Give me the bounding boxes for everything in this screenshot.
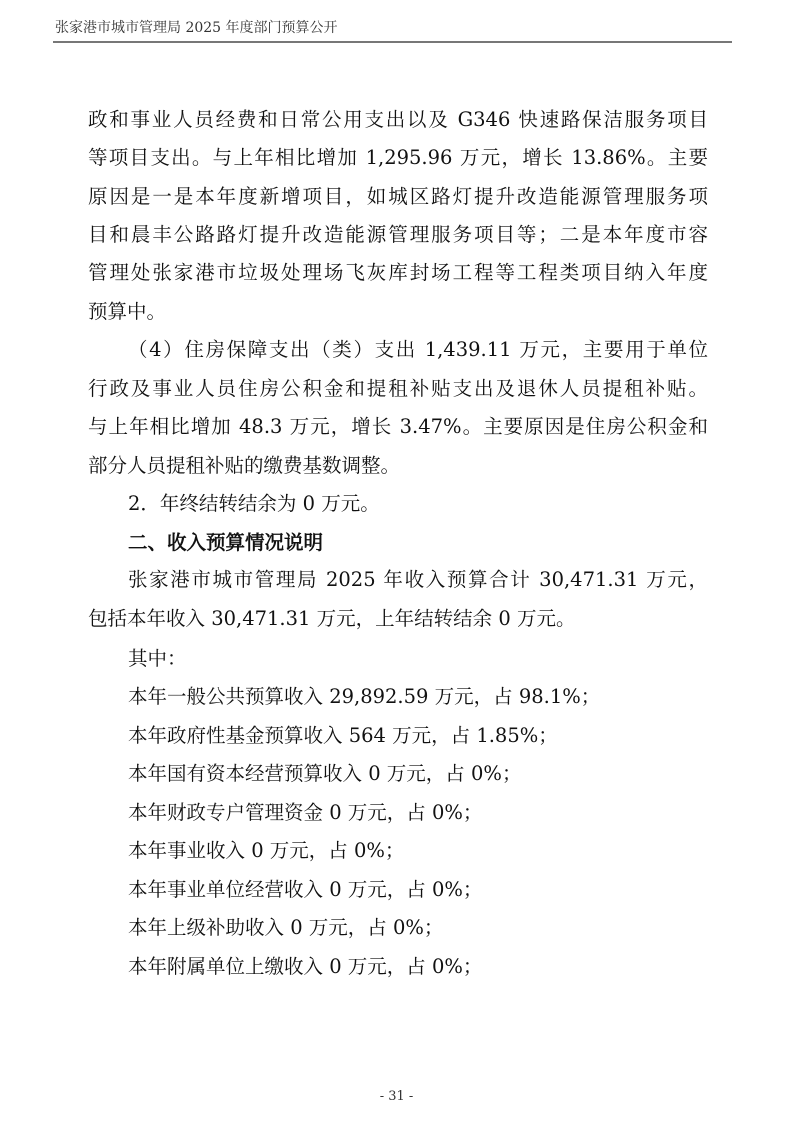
body-line: 2．年终结转结余为 0 万元。 [128, 492, 380, 515]
body-line: 预算中。 [88, 300, 167, 323]
body-line: 本年事业单位经营收入 0 万元，占 0%； [128, 878, 483, 901]
body-line: 本年附属单位上缴收入 0 万元，占 0%； [128, 955, 483, 978]
body-line: 其中： [128, 647, 187, 670]
section-heading: 二、收入预算情况说明 [128, 531, 324, 554]
body-line: 本年事业收入 0 万元，占 0%； [128, 839, 405, 862]
body-line: （4）住房保障支出（类）支出 1,439.11 万元，主要用于单位 [128, 338, 708, 361]
body-line: 政和事业人员经费和日常公用支出以及 G346 快速路保洁服务项目 [88, 108, 708, 131]
body-line: 管理处张家港市垃圾处理场飞灰库封场工程等工程类项目纳入年度 [88, 261, 708, 284]
body-line: 本年政府性基金预算收入 564 万元，占 1.85%； [128, 724, 558, 747]
body-line: 等项目支出。与上年相比增加 1,295.96 万元，增长 13.86%。主要 [88, 146, 708, 169]
body-line: 行政及事业人员住房公积金和提租补贴支出及退休人员提租补贴。 [88, 377, 708, 400]
header-rule [53, 41, 732, 43]
body-line: 与上年相比增加 48.3 万元，增长 3.47%。主要原因是住房公积金和 [88, 415, 708, 438]
body-line: 本年上级补助收入 0 万元，占 0%； [128, 916, 444, 939]
body-line: 部分人员提租补贴的缴费基数调整。 [88, 454, 401, 477]
body-line: 目和晨丰公路路灯提升改造能源管理服务项目等；二是本年度市容 [88, 223, 708, 246]
body-line: 本年财政专户管理资金 0 万元，占 0%； [128, 801, 483, 824]
body-line: 张家港市城市管理局 2025 年收入预算合计 30,471.31 万元， [128, 568, 708, 591]
running-header: 张家港市城市管理局 2025 年度部门预算公开 [55, 20, 338, 36]
body-line: 本年一般公共预算收入 29,892.59 万元，占 98.1%； [128, 685, 601, 708]
body-line: 原因是一是本年度新增项目，如城区路灯提升改造能源管理服务项 [88, 185, 708, 208]
body-line: 包括本年收入 30,471.31 万元，上年结转结余 0 万元。 [88, 607, 576, 630]
body-line: 本年国有资本经营预算收入 0 万元，占 0%； [128, 762, 522, 785]
page-number: - 31 - [379, 1089, 414, 1104]
